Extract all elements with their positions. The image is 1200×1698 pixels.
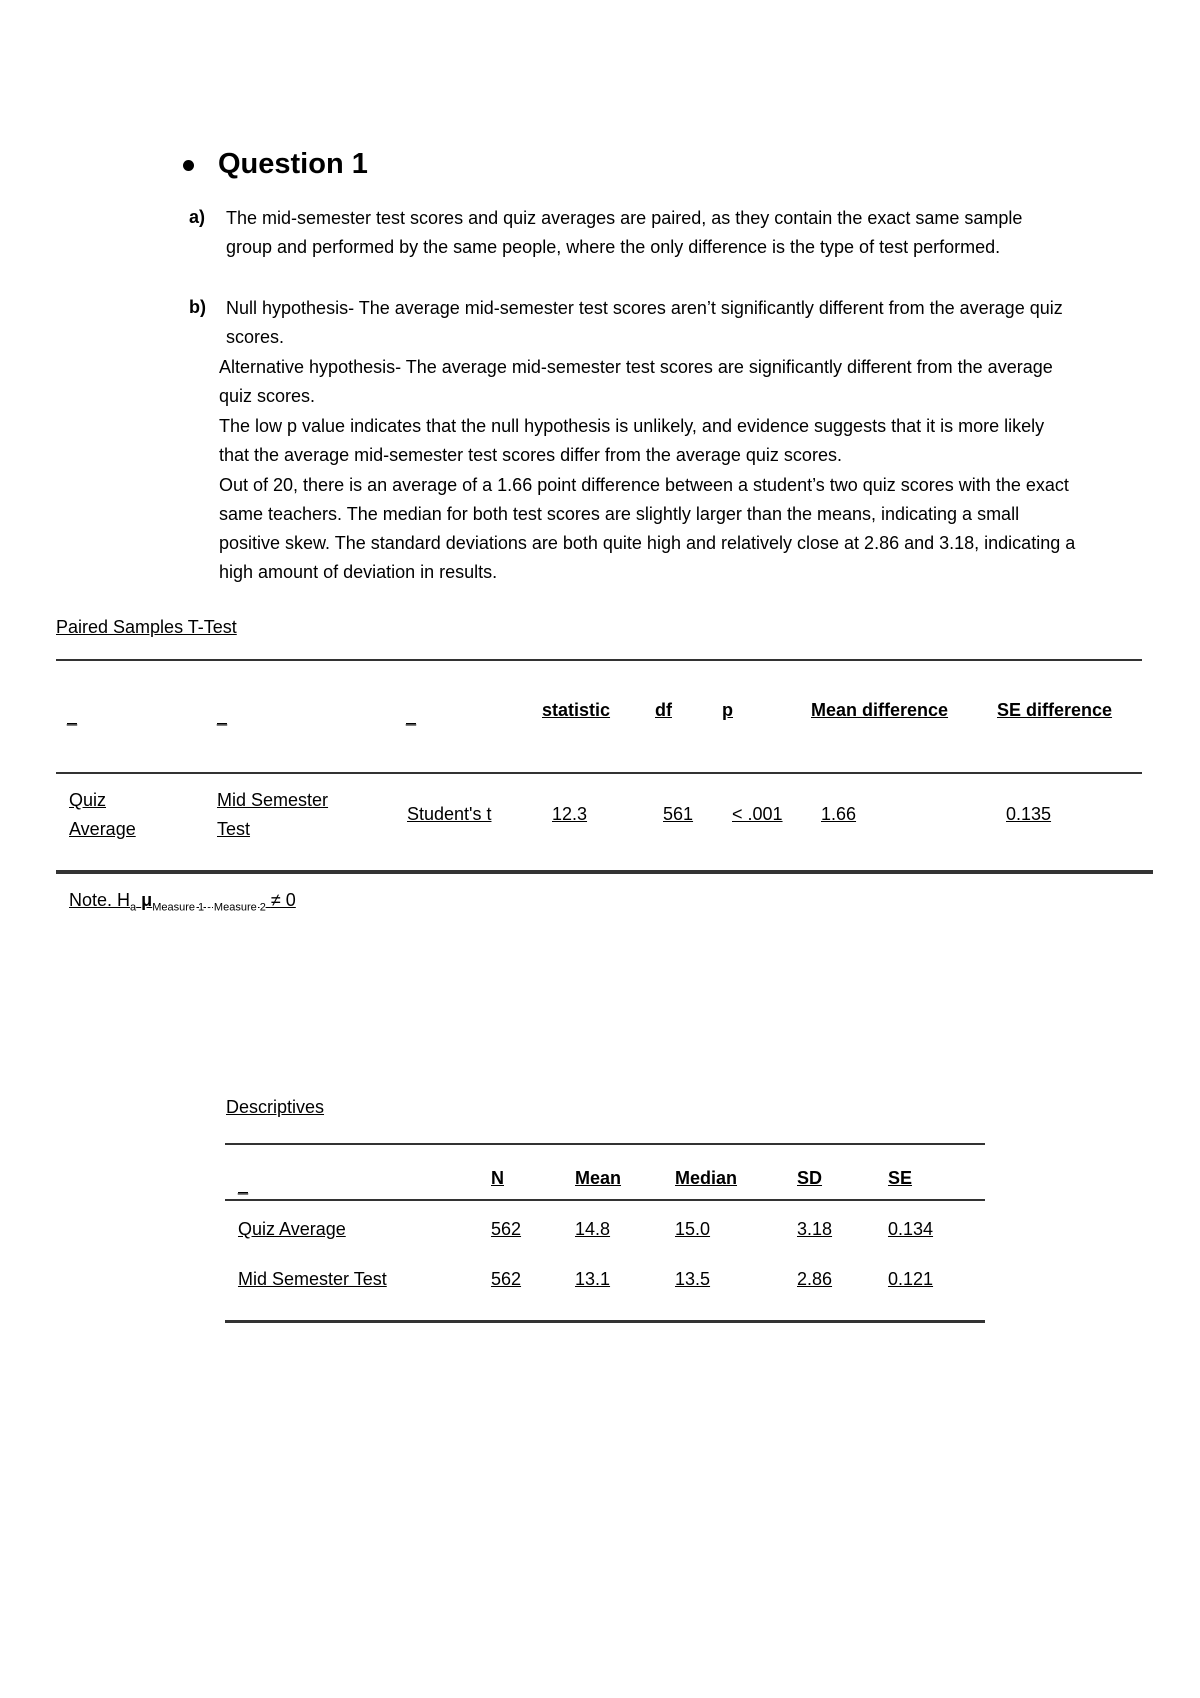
ttest-note xyxy=(69,886,296,923)
alternative-hypothesis: Alternative hypothesis- The average mid-semester test scores are significantly different from the average quiz scores. xyxy=(219,357,1053,406)
note-prefix: Note. H xyxy=(69,890,131,910)
ttest-df-value: 561 xyxy=(663,804,694,824)
ttest-measure1-line1: Quiz xyxy=(69,790,107,810)
note-sub-a: a xyxy=(130,901,137,914)
desc-row-se: 0.121 xyxy=(888,1269,934,1289)
ttest-measure2-line1: Mid Semester xyxy=(217,790,329,810)
item-b-text: Null hypothesis- The average mid-semester test scores aren’t significantly different from the average quiz scores. xyxy=(226,298,1063,347)
ttest-header-c2: _ xyxy=(217,706,228,726)
question-heading xyxy=(183,148,368,181)
note-mu: μ xyxy=(141,890,153,910)
ttest-header-c3: _ xyxy=(406,706,417,726)
p-value-paragraph: The low p value indicates that the null hypothesis is unlikely, and evidence suggests that it is more likely that the average mid-semester test scores differ from the average quiz scores. xyxy=(219,416,1045,465)
note-suffix: ≠ 0 xyxy=(270,890,296,910)
ttest-header-statistic: statistic xyxy=(542,700,611,720)
summary-paragraph: Out of 20, there is an average of a 1.66 point difference between a student’s two quiz scores with the exact same teachers. The median for both test scores are slightly larger than the means, indicating a small positive skew. The standard deviations are both quite high and relatively close at 2.86 and 3.18, indicating a high amount of deviation in results. xyxy=(219,475,1076,582)
ttest-header-rule xyxy=(56,772,1142,774)
desc-row-n: 562 xyxy=(491,1219,522,1239)
desc-row-mean: 14.8 xyxy=(575,1219,611,1239)
ttest-measure1-line2: Average xyxy=(69,819,136,839)
descriptives-title: Descriptives xyxy=(226,1097,325,1117)
desc-header-n: N xyxy=(491,1168,504,1188)
desc-row-n: 562 xyxy=(491,1269,522,1289)
descriptives-header-rule xyxy=(225,1199,985,1201)
desc-row-sd: 2.86 xyxy=(797,1269,833,1289)
item-a-text: The mid-semester test scores and quiz averages are paired, as they contain the exact same sample group and performed by the same people, where the only difference is the type of test performed. xyxy=(226,208,1023,257)
desc-row-se: 0.134 xyxy=(888,1219,934,1239)
ttest-header-p: p xyxy=(722,700,733,720)
desc-header-se: SE xyxy=(888,1168,913,1188)
desc-header-mean: Mean xyxy=(575,1168,622,1188)
ttest-bottom-rule xyxy=(56,870,1153,874)
note-sub-measure: Measure 1 - Measure 2 xyxy=(152,901,266,914)
ttest-header-c1: _ xyxy=(67,706,78,726)
question-title: Question 1 xyxy=(218,148,368,180)
desc-row-sd: 3.18 xyxy=(797,1219,833,1239)
desc-header-sd: SD xyxy=(797,1168,823,1188)
desc-row-median: 15.0 xyxy=(675,1219,711,1239)
ttest-se-difference-value: 0.135 xyxy=(1006,804,1052,824)
ttest-header-mean-difference: Mean difference xyxy=(811,700,949,720)
ttest-statistic-value: 12.3 xyxy=(552,804,588,824)
ttest-header-se-difference: SE difference xyxy=(997,700,1113,720)
descriptives-top-rule xyxy=(225,1143,985,1145)
ttest-header-df: df xyxy=(655,700,672,720)
item-a-label: a) xyxy=(189,207,206,227)
desc-header-median: Median xyxy=(675,1168,738,1188)
ttest-title: Paired Samples T-Test xyxy=(56,617,237,637)
ttest-measure2-line2: Test xyxy=(217,819,251,839)
bullet-icon xyxy=(183,160,194,171)
item-b-label: b) xyxy=(189,297,206,317)
ttest-p-value: < .001 xyxy=(732,804,783,824)
desc-row-median: 13.5 xyxy=(675,1269,711,1289)
desc-header-blank: _ xyxy=(238,1175,249,1195)
ttest-top-rule xyxy=(56,659,1142,661)
ttest-test-type: Student's t xyxy=(407,804,492,824)
ttest-mean-difference-value: 1.66 xyxy=(821,804,857,824)
descriptives-bottom-rule xyxy=(225,1320,985,1323)
desc-row-mean: 13.1 xyxy=(575,1269,611,1289)
desc-row-name: Mid Semester Test xyxy=(238,1269,387,1289)
desc-row-name: Quiz Average xyxy=(238,1219,346,1239)
